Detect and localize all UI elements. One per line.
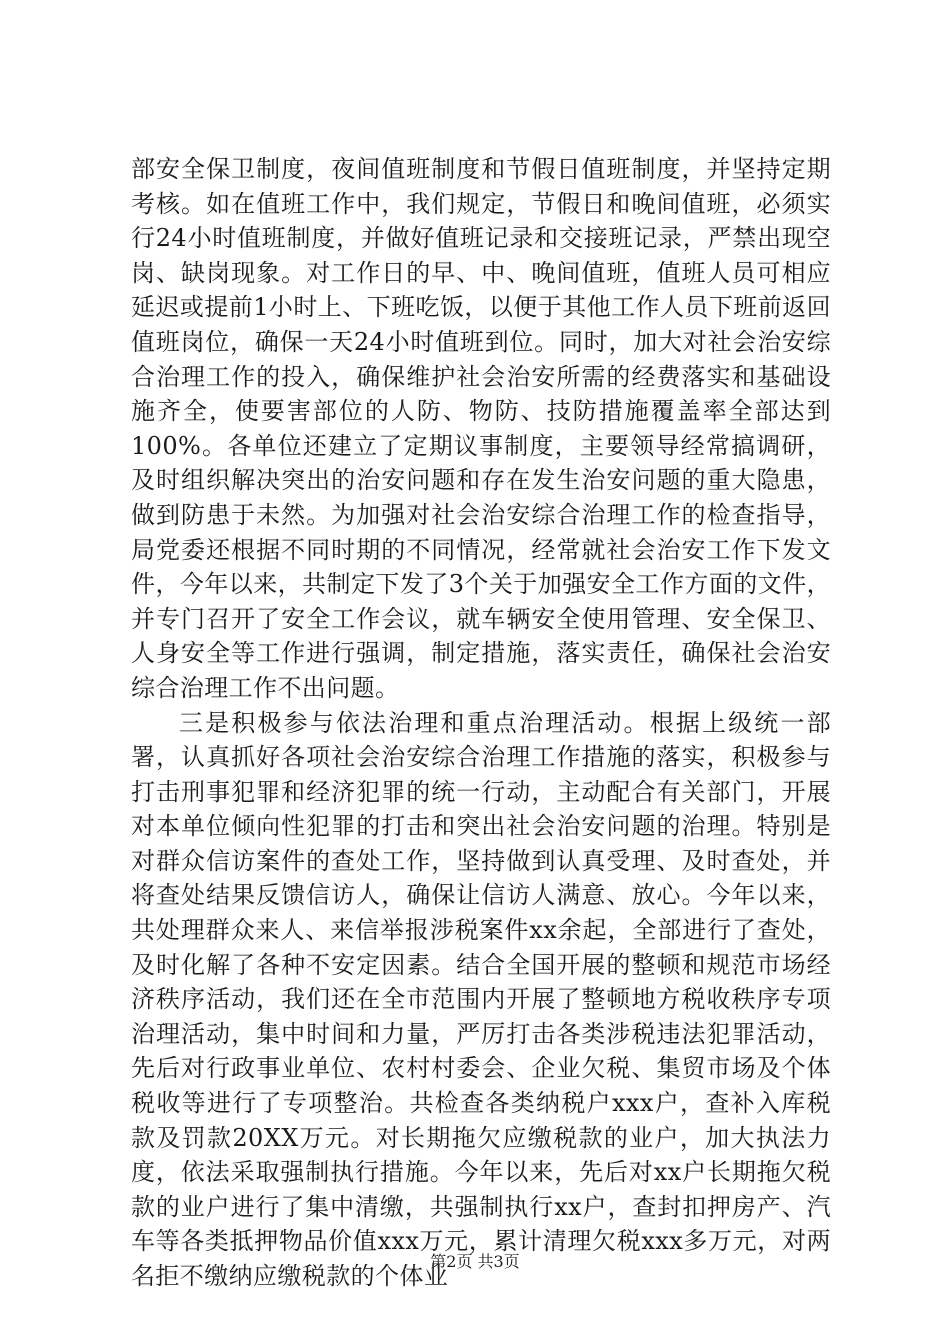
page-footer: 第2页 共3页: [430, 1252, 520, 1271]
body-text: [131, 152, 831, 1294]
paragraph-1: 部安全保卫制度，夜间值班制度和节假日值班制度，并坚持定期考核。如在值班工作中，我们规定，节假日和晚间值班，必须实行24小时值班制度，并做好值班记录和交接班记录，严禁出现空岗、缺岗现象。对工作日的早、中、晚间值班，值班人员可相应延迟或提前1小时上、下班吃饭，以便于其他工作人员下班前返回值班岗位，确保一天24小时值班到位。同时，加大对社会治安综合治理工作的投入，确保维护社会治安所需的经费落实和基础设施齐全，使要害部位的人防、物防、技防措施覆盖率全部达到100%。各单位还建立了定期议事制度，主要领导经常搞调研，及时组织解决突出的治安问题和存在发生治安问题的重大隐患，做到防患于未然。为加强对社会治安综合治理工作的检查指导，局党委还根据不同时期的不同情况，经常就社会治安工作下发文件，今年以来，共制定下发了3个关于加强安全工作方面的文件，并专门召开了安全工作会议，就车辆安全使用管理、安全保卫、人身安全等工作进行强调，制定措施，落实责任，确保社会治安综合治理工作不出问题。: [131, 155, 831, 702]
paragraph-2: 三是积极参与依法治理和重点治理活动。根据上级统一部署，认真抓好各项社会治安综合治理工作措施的落实，积极参与打击刑事犯罪和经济犯罪的统一行动，主动配合有关部门，开展对本单位倾向性犯罪的打击和突出社会治安问题的治理。特别是对群众信访案件的查处工作，坚持做到认真受理、及时查处，并将查处结果反馈信访人，确保让信访人满意、放心。今年以来，共处理群众来人、来信举报涉税案件xx余起，全部进行了查处，及时化解了各种不安定因素。结合全国开展的整顿和规范市场经济秩序活动，我们还在全市范围内开展了整顿地方税收秩序专项治理活动，集中时间和力量，严厉打击各类涉税违法犯罪活动，先后对行政事业单位、农村村委会、企业欠税、集贸市场及个体税收等进行了专项整治。共检查各类纳税户xxx户，查补入库税款及罚款20XX万元。对长期拖欠应缴税款的业户，加大执法力度，依法采取强制执行措施。今年以来，先后对xx户长期拖欠税款的业户进行了集中清缴，共强制执行xx户，查封扣押房产、汽车等各类抵押物品价值xxx万元，累计清理欠税xxx多万元，对两名拒不缴纳应缴税款的个体业: [131, 708, 831, 1290]
